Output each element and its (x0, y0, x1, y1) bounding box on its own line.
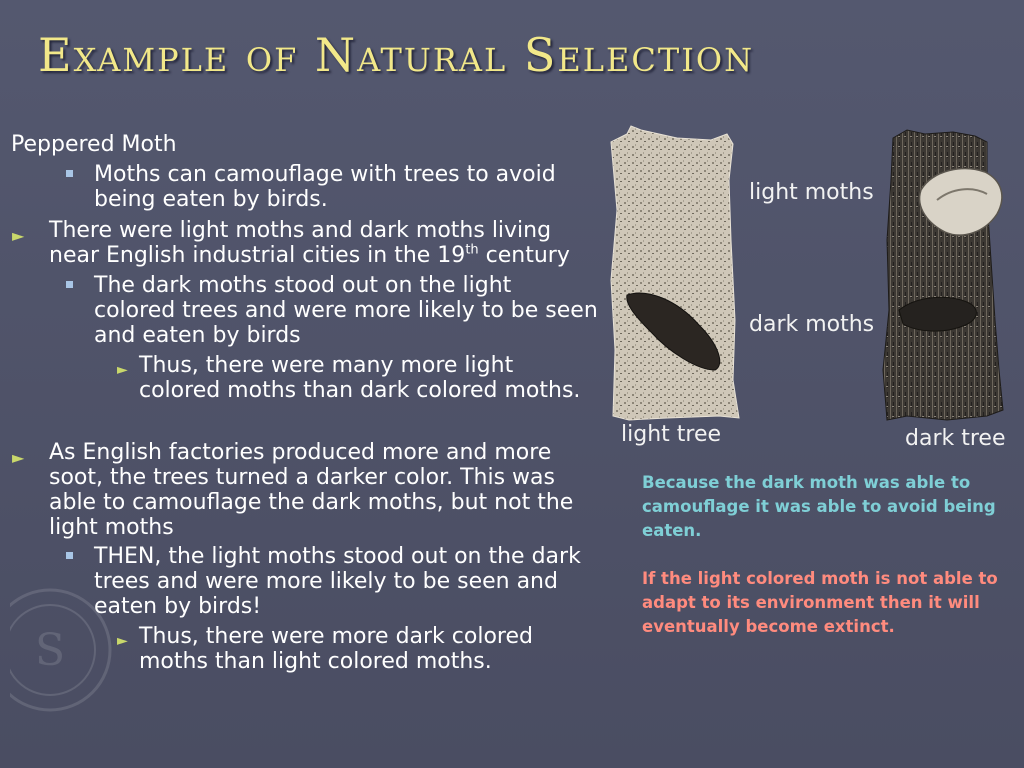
bullet-text: Moths can camouflage with trees to avoid (94, 162, 556, 187)
square-bullet-icon (66, 170, 73, 177)
extinction-caption: If the light colored moth is not able to adapt to its environment then it will eventually become extinct. (642, 569, 998, 636)
camouflage-caption: Because the dark moth was able to camouflage it was able to avoid being eaten. (642, 473, 996, 540)
bullet-text: light moths (49, 515, 174, 540)
triangle-bullet-icon: ► (117, 362, 128, 378)
bullet-text: There were light moths and dark moths living (49, 218, 552, 243)
peppered-moth-heading: Peppered Moth (11, 132, 177, 157)
bullet-text: As English factories produced more and more (49, 440, 552, 465)
tree-bark-drawing (607, 120, 1019, 455)
bullet-text: and eaten by birds (94, 323, 301, 348)
square-bullet-icon (66, 281, 73, 288)
slide-title: Example of Natural Selection (38, 28, 755, 82)
bullet-text: colored moths than dark colored moths. (139, 378, 581, 403)
light-tree-label: light tree (621, 422, 722, 447)
light-moths-label: light moths (749, 180, 874, 205)
bullet-text: Thus, there were many more light (139, 353, 514, 378)
bullet-text: moths than light colored moths. (139, 649, 492, 674)
bullet-text: being eaten by birds. (94, 187, 328, 212)
bullet-text: trees and were more likely to be seen and (94, 569, 558, 594)
dark-tree-label: dark tree (905, 426, 1006, 451)
triangle-bullet-icon: ► (117, 633, 128, 649)
svg-text:S: S (35, 625, 66, 676)
square-bullet-icon (66, 552, 73, 559)
triangle-bullet-icon: ► (12, 226, 25, 245)
bullet-text: The dark moths stood out on the light (94, 273, 512, 298)
bullet-text: colored trees and were more likely to be seen (94, 298, 598, 323)
triangle-bullet-icon: ► (12, 448, 25, 467)
peppered-moth-illustration (607, 120, 1019, 455)
bullet-text: eaten by birds! (94, 594, 262, 619)
bullet-text: THEN, the light moths stood out on the dark (94, 544, 581, 569)
bullet-text: near English industrial cities in the 19th century (49, 242, 570, 268)
bullet-text: able to camouflage the dark moths, but not the (49, 490, 574, 515)
dark-moths-label: dark moths (749, 312, 875, 337)
light-tree-trunk (611, 126, 739, 420)
bullet-text: soot, the trees turned a darker color. This was (49, 465, 555, 490)
bullet-text: Thus, there were more dark colored (139, 624, 533, 649)
